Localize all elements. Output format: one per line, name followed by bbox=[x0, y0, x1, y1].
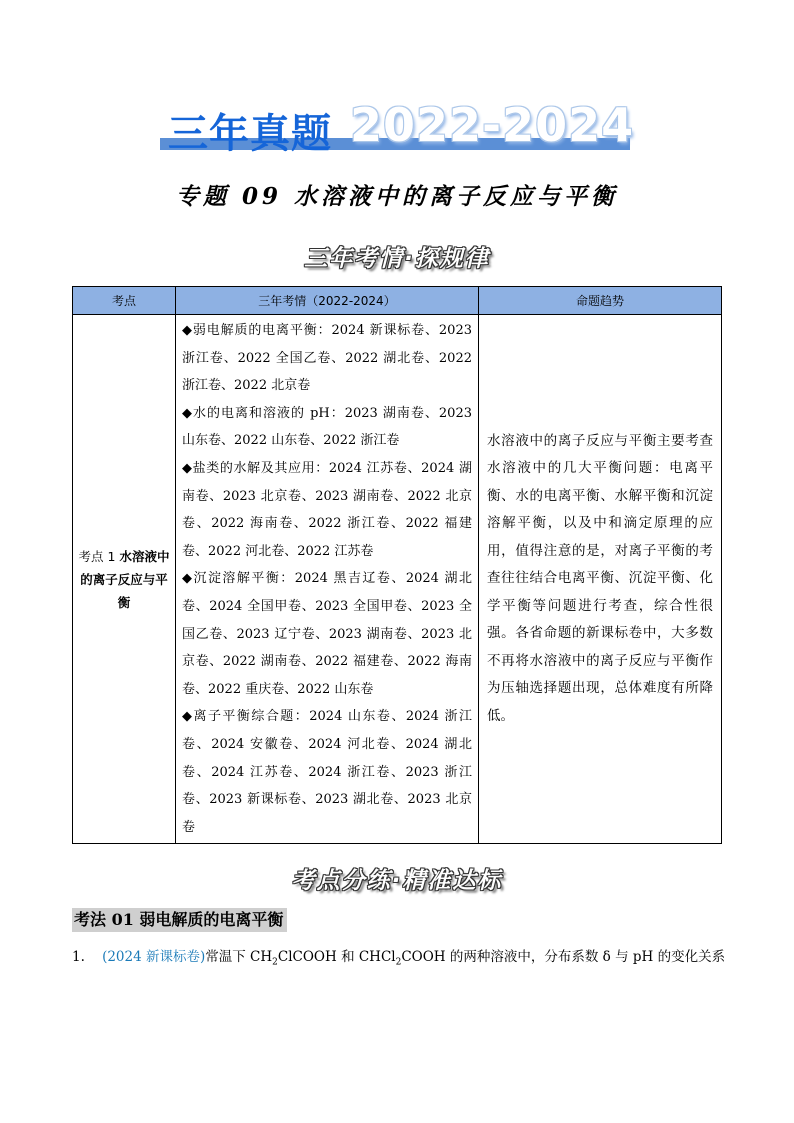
page-title: 专题 09 水溶液中的离子反应与平衡 bbox=[175, 183, 619, 210]
table-row bbox=[73, 315, 722, 844]
section-heading: 考法 01 弱电解质的电离平衡 bbox=[72, 908, 287, 932]
question-source: (2024 新课标卷) bbox=[102, 949, 206, 965]
header-trend: 命题趋势 bbox=[479, 287, 722, 315]
topic-cell bbox=[73, 315, 176, 844]
topic-name: 水溶液中的离子反应与平衡 bbox=[80, 548, 170, 610]
exam-item: ◆沉淀溶解平衡：2024 黑吉辽卷、2024 湖北卷、2024 全国甲卷、2023 全国甲卷、2023 全国乙卷、2023 辽宁卷、2023 湖南卷、2023 北京卷、2022 湖南卷、2022 福建卷、2022 海南卷、2022 重庆卷、2022 山东卷 bbox=[182, 571, 472, 697]
header-banner bbox=[0, 98, 794, 158]
exam-item: ◆盐类的水解及其应用：2024 江苏卷、2024 湖南卷、2023 北京卷、2023 湖南卷、2022 北京卷、2022 海南卷、2022 浙江卷、2022 福建卷、2022 河北卷、2022 江苏卷 bbox=[182, 460, 472, 559]
header-topic: 考点 bbox=[73, 287, 176, 315]
question-text: COOH 的两种溶液中，分布系数 δ 与 pH 的变化关系 bbox=[401, 949, 726, 965]
exams-cell bbox=[176, 315, 479, 844]
table-header-row bbox=[73, 287, 722, 315]
exam-analysis-table bbox=[72, 286, 722, 844]
trend-cell: 水溶液中的离子反应与平衡主要考查水溶液中的几大平衡问题：电离平衡、水的电离平衡、水解平衡和沉淀溶解平衡，以及中和滴定原理的应用，值得注意的是，对离子平衡的考查往往结合电离平衡、沉淀平衡、化学平衡等问题进行考查，综合性很强。各省命题的新课标卷中，大多数不再将水溶液中的离子反应与平衡作为压轴选择题出现，总体难度有所降低。 bbox=[479, 315, 722, 844]
exam-item: ◆水的电离和溶液的 pH：2023 湖南卷、2023 山东卷、2022 山东卷、2022 浙江卷 bbox=[182, 405, 472, 449]
question-text: 常温下 CH bbox=[205, 949, 273, 965]
question-1 bbox=[72, 946, 725, 974]
section-ribbon-trends: 三年考情·探规律 bbox=[304, 246, 490, 272]
exam-item: ◆离子平衡综合题：2024 山东卷、2024 浙江卷、2024 安徽卷、2024 河北卷、2024 湖北卷、2024 江苏卷、2024 浙江卷、2023 浙江卷、2023 新课标卷、2023 湖北卷、2023 北京卷 bbox=[182, 709, 472, 835]
subscript: 2 bbox=[395, 957, 402, 968]
section-ribbon-practice: 考点分练·精准达标 bbox=[291, 868, 503, 894]
question-number: 1. bbox=[72, 949, 85, 965]
question-text: ClCOOH 和 CHCl bbox=[277, 949, 396, 965]
topic-prefix: 考点 1 bbox=[78, 548, 120, 564]
header-exams: 三年考情（2022-2024） bbox=[176, 287, 479, 315]
subscript: 2 bbox=[272, 957, 278, 968]
exam-item: ◆弱电解质的电离平衡：2024 新课标卷、2023 浙江卷、2022 全国乙卷、2022 湖北卷、2022 浙江卷、2022 北京卷 bbox=[182, 323, 472, 394]
banner-years: 2022-2024 bbox=[350, 98, 635, 152]
banner-title: 三年真题 bbox=[168, 111, 332, 157]
